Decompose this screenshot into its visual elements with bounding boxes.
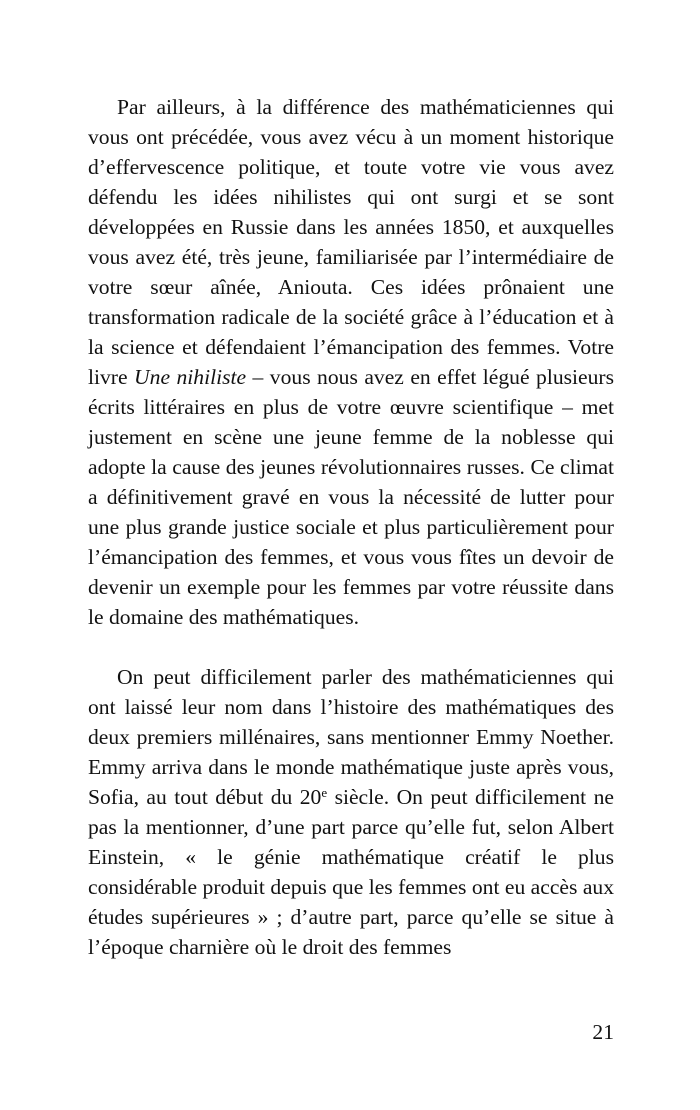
paragraph-1-text-start: Par ailleurs, à la différence des mathématiciennes qui vous ont précédée, vous avez vécu à un moment historique d’effervescence politique, et toute votre vie vous avez défendu les idées nihilistes qui ont surgi et se sont développées en Russie dans les années 1850, et auxquelles vous avez été, très jeune, familiarisée par l’intermédiaire de votre sœur aînée, Aniouta. Ces idées prônaient une transformation radicale de la société grâce à l’éducation et à la science et défendaient l’émancipation des femmes. Votre livre xyxy=(88,95,614,389)
paragraph-2 xyxy=(88,662,614,962)
paragraph-2-text-start: On peut difficilement parler des mathématiciennes qui ont laissé leur nom dans l’histoire des mathématiques des deux premiers millénaires, sans mentionner Emmy Noether. Emmy arriva dans le monde mathématique juste après vous, Sofia, au tout début du 20 xyxy=(88,665,614,809)
paragraph-2-text-end: siècle. On peut difficilement ne pas la mentionner, d’une part parce qu’elle fut, selon Albert Einstein, « le génie mathématique créatif le plus considérable produit depuis que les femmes ont eu accès aux études supérieures » ; d’autre part, parce qu’elle se situe à l’époque charnière où le droit des femmes xyxy=(88,785,614,959)
paragraph-1 xyxy=(88,92,614,632)
page-number: 21 xyxy=(592,1020,614,1044)
century-superscript: e xyxy=(321,785,328,800)
body-text xyxy=(88,92,614,962)
paragraph-1-text-end: – vous nous avez en effet légué plusieurs écrits littéraires en plus de votre œuvre scientifique – met justement en scène une jeune femme de la noblesse qui adopte la cause des jeunes révolutionnaires russes. Ce climat a définitivement gravé en vous la nécessité de lutter pour une plus grande justice sociale et plus particulièrement pour l’émancipation des femmes, et vous vous fîtes un devoir de devenir un exemple pour les femmes par votre réussite dans le domaine des mathématiques. xyxy=(88,365,614,629)
book-title-une-nihiliste: Une nihiliste xyxy=(134,365,247,389)
